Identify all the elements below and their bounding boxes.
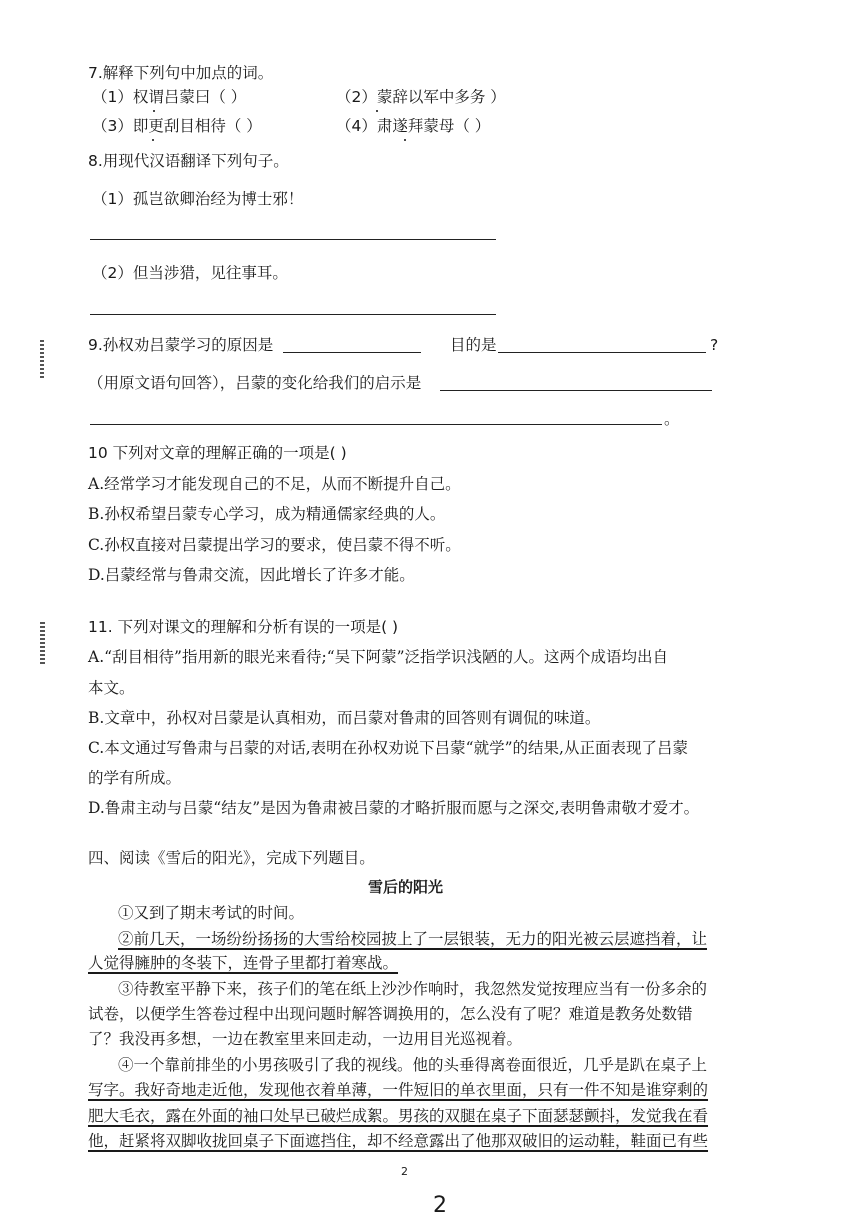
answer-line bbox=[283, 352, 421, 353]
passage-p4-line-2: 写字。我好奇地走近他，发现他衣着单薄，一件短旧的单衣里面，只有一件不知是谁穿剩的 bbox=[88, 1081, 709, 1099]
q11-heading: 11. 下列对课文的理解和分析有误的一项是( ) bbox=[88, 618, 399, 636]
passage-p4-line-4: 他，赶紧将双脚收拢回桌子下面遮挡住，却不经意露出了他那双破旧的运动鞋，鞋面已有些 bbox=[88, 1132, 709, 1150]
passage-p4-line-1: ④一个靠前排坐的小男孩吸引了我的视线。他的头垂得离卷面很近，几乎是趴在桌子上 bbox=[118, 1056, 708, 1074]
section-4-heading: 四、阅读《雪后的阳光》，完成下列题目。 bbox=[88, 849, 375, 867]
passage-p3-line-1: ③待教室平静下来，孩子们的笔在纸上沙沙作响时，我忽然发觉按理应当有一份多余的 bbox=[118, 980, 708, 998]
q9-line-1b: 目的是 bbox=[450, 336, 497, 354]
q11-option-d: D.鲁肃主动与吕蒙“结友”是因为鲁肃被吕蒙的才略折服而愿与之深交,表明鲁肃敬才爱才。 bbox=[88, 799, 700, 817]
q9-line-1a: 9.孙权劝吕蒙学习的原因是 bbox=[88, 336, 274, 354]
q11-option-a-line-2: 本文。 bbox=[88, 679, 135, 697]
passage-p2-line-2: 人觉得臃肿的冬装下，连骨子里都打着寒战。 bbox=[88, 954, 399, 972]
q9-line-2: （用原文语句回答），吕蒙的变化给我们的启示是 bbox=[88, 374, 422, 392]
answer-line bbox=[440, 390, 712, 391]
passage-p1: ①又到了期末考试的时间。 bbox=[118, 904, 305, 922]
q8-item-2: （2）但当涉猎，见往事耳。 bbox=[92, 264, 288, 282]
q11-option-a-line-1: A.“刮目相待”指用新的眼光来看待;“吴下阿蒙”泛指学识浅陋的人。这两个成语均出自 bbox=[88, 648, 669, 666]
passage-p2-line-1: ②前几天，一场纷纷扬扬的大雪给校园披上了一层银装，无力的阳光被云层遮挡着，让 bbox=[118, 930, 708, 948]
passage-title: 雪后的阳光 bbox=[368, 878, 444, 896]
answer-line bbox=[498, 352, 706, 353]
q8-heading: 8.用现代汉语翻译下列句子。 bbox=[88, 152, 289, 170]
q9-line-3-end: 。 bbox=[664, 410, 680, 428]
answer-line bbox=[90, 424, 662, 425]
passage-p4-line-3: 肥大毛衣，露在外面的袖口处早已破烂成絮。男孩的双腿在桌子下面瑟瑟颤抖，发觉我在看 bbox=[88, 1107, 709, 1125]
scan-mark-top bbox=[40, 340, 44, 378]
passage-p3-line-3: 了？我没再多想，一边在教室里来回走动，一边用目光巡视着。 bbox=[88, 1030, 523, 1048]
answer-line bbox=[90, 239, 496, 240]
emphasis-dot bbox=[404, 139, 406, 141]
emphasis-dot bbox=[153, 110, 155, 112]
q11-option-c-line-1: C.本文通过写鲁肃与吕蒙的对话,表明在孙权劝说下吕蒙“就学”的结果,从正面表现了吕蒙 bbox=[88, 739, 688, 757]
q7-item-3: （3）即更刮目相待（ ） bbox=[92, 117, 262, 135]
answer-line bbox=[90, 314, 496, 315]
emphasis-dot bbox=[152, 139, 154, 141]
q8-item-1: （1）孤岂欲卿治经为博士邪！ bbox=[92, 190, 304, 208]
page-number-small: 2 bbox=[401, 1165, 408, 1178]
q9-line-1c: ? bbox=[710, 336, 719, 354]
q7-item-1: （1）权谓吕蒙曰（ ） bbox=[92, 88, 247, 106]
q7-heading: 7.解释下列句中加点的词。 bbox=[88, 64, 274, 82]
q7-item-4: （4）肃遂拜蒙母（ ） bbox=[336, 117, 491, 135]
passage-p3-line-2: 试卷，以便学生答卷过程中出现问题时解答调换用的，怎么没有了呢？难道是教务处数错 bbox=[88, 1005, 693, 1023]
q10-heading: 10 下列对文章的理解正确的一项是( ) bbox=[88, 444, 347, 462]
scan-mark-bottom bbox=[40, 622, 45, 666]
page-number-large: 2 bbox=[433, 1193, 447, 1218]
q10-option-d: D.吕蒙经常与鲁肃交流，因此增长了许多才能。 bbox=[88, 566, 415, 584]
emphasis-dot bbox=[376, 110, 378, 112]
q10-option-c: C.孙权直接对吕蒙提出学习的要求，使吕蒙不得不听。 bbox=[88, 536, 461, 554]
q7-item-2: （2）蒙辞以军中多务 ） bbox=[336, 88, 506, 106]
q10-option-a: A.经常学习才能发现自己的不足，从而不断提升自己。 bbox=[88, 475, 461, 493]
q10-option-b: B.孙权希望吕蒙专心学习，成为精通儒家经典的人。 bbox=[88, 505, 446, 523]
q11-option-b: B.文章中，孙权对吕蒙是认真相劝，而吕蒙对鲁肃的回答则有调侃的味道。 bbox=[88, 709, 601, 727]
q11-option-c-line-2: 的学有所成。 bbox=[88, 769, 182, 787]
